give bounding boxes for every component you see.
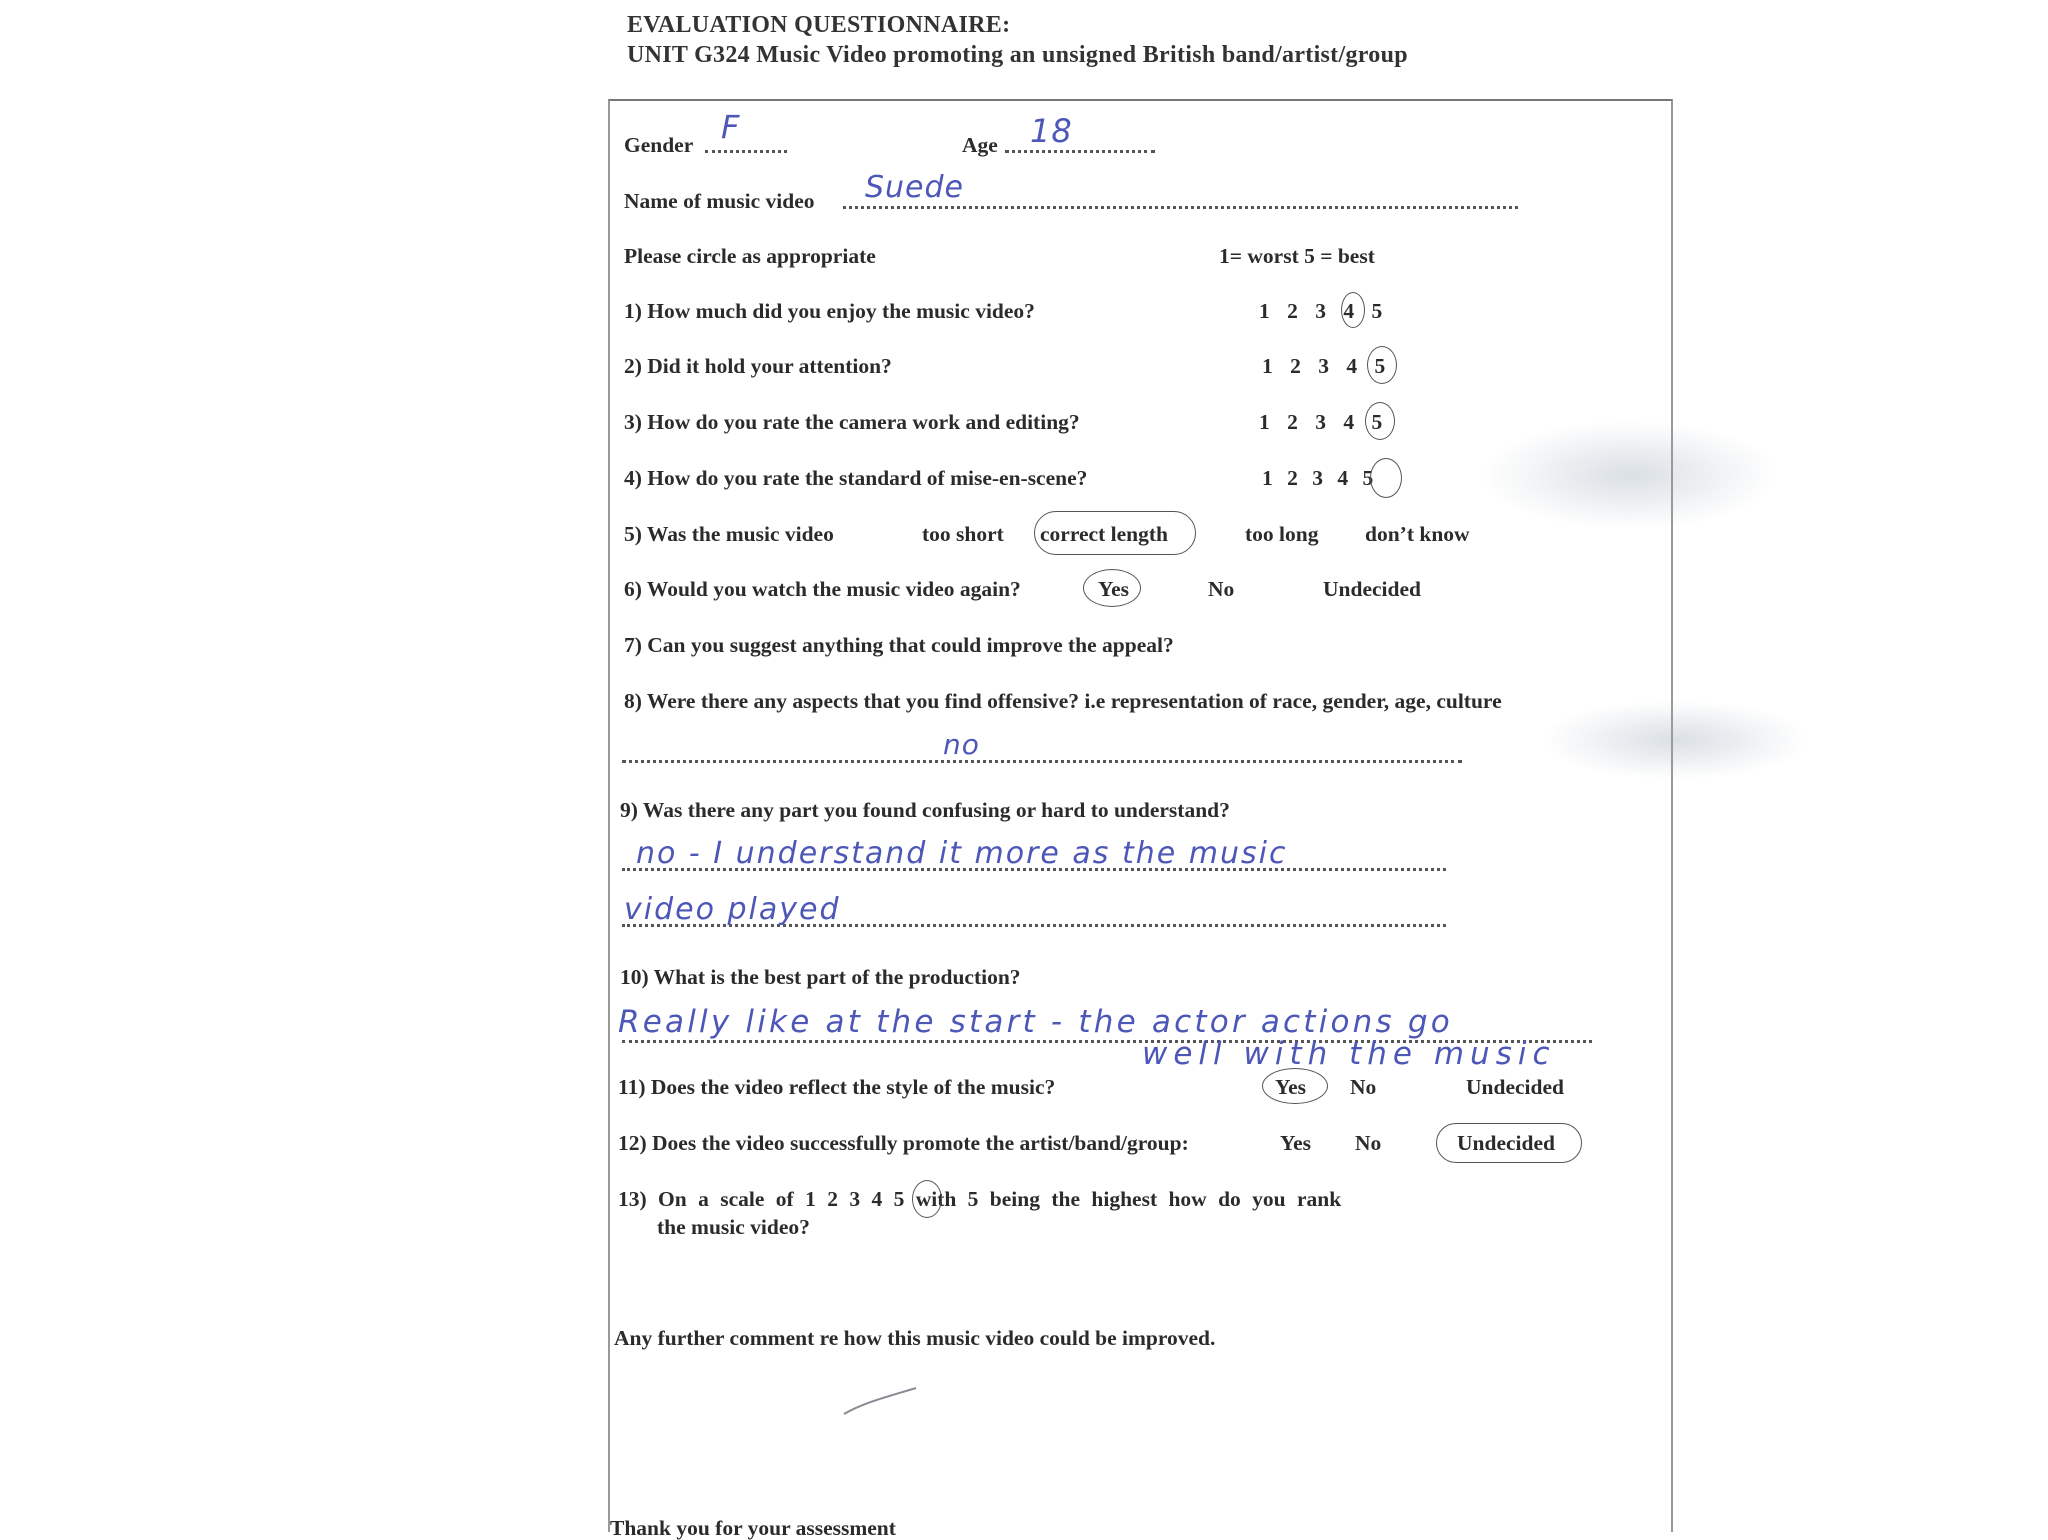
question-5: 5) Was the music video (624, 522, 834, 546)
question-2: 2) Did it hold your attention? (624, 354, 892, 378)
option-2[interactable]: 2 (1287, 410, 1298, 434)
selection-circle (1034, 511, 1196, 555)
age-line (1005, 150, 1155, 153)
option-3[interactable]: 3 (849, 1187, 861, 1211)
option-4[interactable]: 4 (1343, 410, 1355, 434)
q8-answer-line (622, 760, 1462, 763)
option-3[interactable]: 3 (1315, 410, 1326, 434)
q11-option-no[interactable]: No (1350, 1075, 1377, 1099)
gender-line (705, 150, 787, 153)
q5-option-too-short[interactable]: too short (922, 522, 1004, 546)
option-3[interactable]: 3 (1312, 466, 1323, 490)
option-1[interactable]: 1 (1259, 410, 1270, 434)
question-6: 6) Would you watch the music video again? (624, 577, 1021, 601)
q13-text-part-1: 13) On a scale of (618, 1187, 794, 1211)
option-5[interactable]: 5 (1362, 466, 1374, 490)
option-2[interactable]: 2 (1287, 466, 1298, 490)
question-8: 8) Were there any aspects that you find offensive? i.e representation of race, gender, age, culture (624, 689, 1502, 713)
further-comment-prompt: Any further comment re how this music video could be improved. (614, 1326, 1216, 1350)
option-5[interactable]: 5 (1371, 410, 1383, 434)
question-12: 12) Does the video successfully promote the artist/band/group: (618, 1131, 1189, 1155)
q9-answer-line-1-text: no - I understand it more as the music (636, 836, 1288, 871)
option-1[interactable]: 1 (805, 1187, 816, 1211)
option-3[interactable]: 3 (1315, 299, 1326, 323)
option-4[interactable]: 4 (871, 1187, 883, 1211)
selection-circle (1262, 1068, 1328, 1104)
option-2[interactable]: 2 (1290, 354, 1301, 378)
question-11: 11) Does the video reflect the style of the music? (618, 1075, 1056, 1099)
question-1: 1) How much did you enjoy the music video? (624, 299, 1035, 323)
q5-option-correct-length[interactable]: correct length (1040, 522, 1168, 546)
q10-answer-line-2-text: well with the music (1142, 1036, 1556, 1072)
q8-answer: no (943, 728, 980, 761)
selection-circle (1436, 1123, 1582, 1163)
q12-option-yes[interactable]: Yes (1280, 1131, 1312, 1155)
selection-circle (1341, 292, 1365, 328)
video-name-label: Name of music video (624, 189, 815, 213)
option-1[interactable]: 1 (1262, 354, 1273, 378)
question-9: 9) Was there any part you found confusing or hard to understand? (620, 798, 1230, 822)
q10-answer-line-1-text: Really like at the start - the actor actions go (618, 1004, 1453, 1040)
q13-text-part-2: with 5 being the highest how do you rank (915, 1187, 1342, 1211)
q9-answer-line-2-text: video played (624, 892, 841, 927)
question-10: 10) What is the best part of the production? (620, 965, 1021, 989)
q12-option-no[interactable]: No (1355, 1131, 1382, 1155)
q6-option-yes[interactable]: Yes (1098, 577, 1130, 601)
question-13 (618, 1187, 1341, 1212)
instructions: Please circle as appropriate (624, 244, 876, 268)
option-3[interactable]: 3 (1318, 354, 1329, 378)
option-4[interactable]: 4 (1337, 466, 1349, 490)
gender-label: Gender (624, 133, 694, 157)
option-1[interactable]: 1 (1262, 466, 1273, 490)
selection-circle (912, 1180, 942, 1218)
question-3: 3) How do you rate the camera work and editing? (624, 410, 1080, 434)
age-value: 18 (1030, 112, 1073, 150)
option-2[interactable]: 2 (1287, 299, 1298, 323)
q11-option-yes[interactable]: Yes (1275, 1075, 1307, 1099)
question-4: 4) How do you rate the standard of mise-en-scene? (624, 466, 1088, 490)
option-4[interactable]: 4 (1343, 299, 1355, 323)
scale-legend: 1= worst 5 = best (1219, 244, 1375, 268)
option-1[interactable]: 1 (1259, 299, 1270, 323)
document-title: EVALUATION QUESTIONNAIRE: (627, 12, 1011, 38)
q6-option-no[interactable]: No (1208, 577, 1235, 601)
q13-text-part-3: the music video? (657, 1215, 810, 1239)
selection-circle (1365, 402, 1395, 440)
video-name-value: Suede (865, 170, 965, 205)
option-5[interactable]: 5 (1374, 354, 1386, 378)
gender-value: F (721, 108, 741, 146)
option-5[interactable]: 5 (893, 1187, 905, 1211)
option-2[interactable]: 2 (827, 1187, 838, 1211)
pen-stroke (840, 1380, 920, 1420)
q12-option-undecided[interactable]: Undecided (1457, 1131, 1555, 1155)
option-4[interactable]: 4 (1346, 354, 1358, 378)
question-4-options (1262, 466, 1373, 491)
selection-circle (1367, 346, 1397, 384)
q11-option-undecided[interactable]: Undecided (1466, 1075, 1564, 1099)
video-name-line (843, 206, 1518, 209)
q5-option-too-long[interactable]: too long (1245, 522, 1319, 546)
age-label: Age (962, 133, 998, 157)
selection-circle (1083, 569, 1141, 607)
question-7: 7) Can you suggest anything that could improve the appeal? (624, 633, 1174, 657)
q5-option-dont-know[interactable]: don’t know (1365, 522, 1470, 546)
q6-option-undecided[interactable]: Undecided (1323, 577, 1421, 601)
document-subtitle: UNIT G324 Music Video promoting an unsigned British band/artist/group (627, 42, 1408, 68)
question-3-options (1259, 410, 1382, 435)
option-5[interactable]: 5 (1371, 299, 1383, 323)
selection-circle (1370, 458, 1402, 498)
thank-you-note: Thank you for your assessment (610, 1516, 896, 1540)
